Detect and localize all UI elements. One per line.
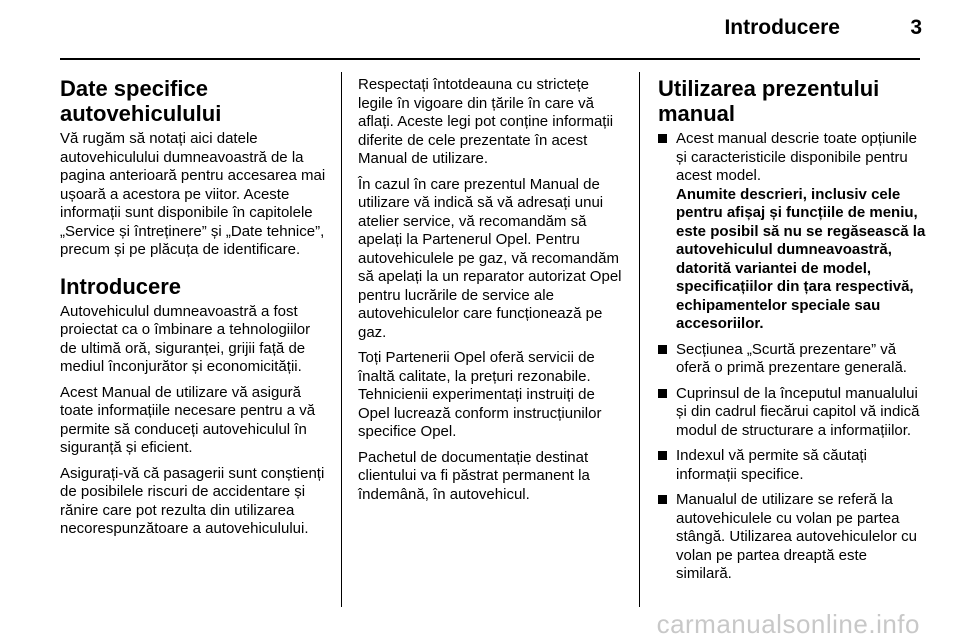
list-item-text: Secțiunea „Scurtă prezentare” vă oferă o primă prezentare generală. [676,340,907,376]
paragraph: Autovehiculul dumneavoastră a fost proiectat ca o îmbinare a tehnologiilor de ultimă oră, siguranței, grijii față de mediul înconjurător și economicității. [60,302,311,375]
list-item [658,447,926,484]
list-item [658,491,926,584]
list-item-text: Manualul de utilizare se referă la autovehiculele cu volan pe partea stângă. Utilizarea autovehiculelor cu volan pe partea dreaptă este similară. [676,491,917,582]
list-item-text: Acest manual descrie toate opțiunile și caracteristicile disponibile pentru acest model. [676,130,917,184]
list-item-text: Cuprinsul de la începutul manualului și din cadrul fiecărui capitol vă indică modul de structurare a informațiilor. [676,384,920,439]
paragraph: În cazul în care prezentul Manual de utilizare vă indică să vă adresați unui atelier service, vă recomandăm să apelați la Partenerul Opel. Pentru autovehiculele pe gaz, vă recomandăm să apelați la un reparator autorizat Opel pentru lucrările de service ale autovehiculelor care funcționează pe gaz. [358,175,622,341]
paragraph: Pachetul de documentație destinat clientului va fi păstrat permanent la îndemână, în autovehicul. [358,448,590,503]
square-bullet-icon [658,389,667,398]
square-bullet-icon [658,495,667,504]
list-item-bold-text: Anumite descrieri, inclusiv cele pentru afișaj și funcțiile de meniu, este posibil să nu se regăsească la autovehiculul dumneavoastră, datorită variantei de model, specificațiilor din țara respectivă, echipamentelor speciale sau accesoriilor. [676,185,926,332]
page-number: 3 [910,16,922,39]
column-3 [658,76,926,591]
column-1 [60,76,330,546]
heading-introduction: Introducere [60,273,182,299]
running-header-title: Introducere [724,16,840,39]
paragraph: Vă rugăm să notați aici datele autovehiculului dumneavoastră de la pagina anterioară pentru accesarea mai ușoară a acestora pe viitor. Aceste informații sunt disponibile în capitolele „Service și întreținere” și „Date tehnice”, precum și pe plăcuța de identificare. [60,130,326,258]
bullet-list [658,130,926,584]
heading-using-manual: Utilizarea prezentului manual [658,76,880,126]
heading-vehicle-data: Date specifice autovehiculului [60,76,222,126]
paragraph: Toți Partenerii Opel oferă servicii de înaltă calitate, la prețuri rezonabile. Tehnicienii experimentați instruiți de Opel lucrează conform instrucțiunilor specifice Opel. [358,349,602,440]
column-divider-2 [639,72,640,607]
header-rule [60,58,920,60]
square-bullet-icon [658,451,667,460]
list-item [658,385,926,441]
list-item-text: Indexul vă permite să căutați informații specifice. [676,447,867,483]
list-item [658,341,926,378]
paragraph: Respectați întotdeauna cu strictețe legile în vigoare din țările în care vă aflați. Aceste legi pot conține informații diferite de cele prezentate în acest Manual de utilizare. [358,76,614,167]
column-divider-1 [341,72,342,607]
list-item [658,130,926,334]
square-bullet-icon [658,345,667,354]
column-2 [358,76,628,511]
square-bullet-icon [658,134,667,143]
watermark: carmanualsonline.info [656,609,920,639]
paragraph: Acest Manual de utilizare vă asigură toate informațiile necesare pentru a vă permite să conduceți autovehiculul în siguranță și eficient. [60,383,316,456]
paragraph: Asigurați-vă că pasagerii sunt conștienți de posibilele riscuri de accidentare și rănire care pot rezulta din utilizarea necorespunzătoare a autovehiculului. [60,464,325,537]
